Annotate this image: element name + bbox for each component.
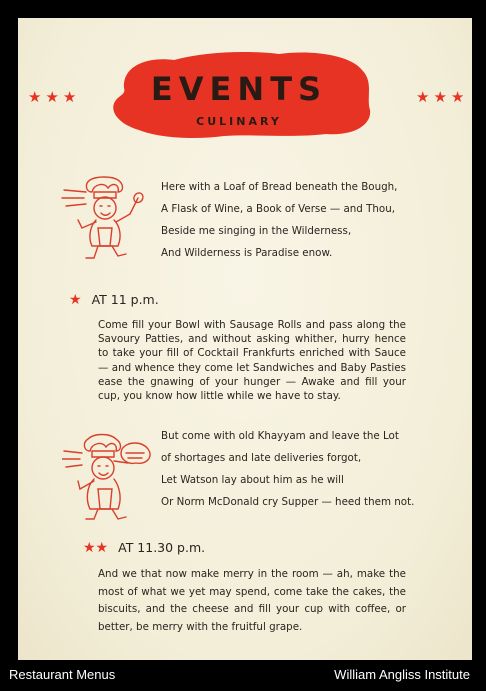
star-icon: ★★ — [83, 540, 109, 556]
event-2-time: AT 11.30 p.m. — [118, 540, 206, 555]
verse-2-line: Let Watson lay about him as he will — [161, 474, 344, 486]
page-title: EVENTS — [150, 70, 328, 108]
verse-2-line: of shortages and late deliveries forgot, — [161, 452, 362, 464]
event-2-heading — [83, 540, 205, 556]
verse-2 — [161, 425, 414, 513]
star-icon: ★ — [69, 292, 82, 308]
menu-page — [18, 18, 472, 660]
verse-2-line: But come with old Khayyam and leave the Lot — [161, 430, 399, 442]
stars-left: ★★★ — [28, 88, 81, 106]
verse-1 — [161, 176, 397, 264]
event-1-heading — [69, 292, 159, 308]
caption-institution: William Angliss Institute — [334, 667, 470, 682]
stars-right: ★★★ — [416, 88, 469, 106]
chef-carrying-turkey-icon — [62, 431, 158, 521]
verse-1-line: A Flask of Wine, a Book of Verse — and Thou, — [161, 203, 396, 215]
page-subtitle: CULINARY — [196, 115, 282, 128]
event-1-time: AT 11 p.m. — [91, 292, 159, 307]
event-1-description: Come fill your Bowl with Sausage Rolls and pass along the Savoury Patties, and without asking whither, hurry hence to take your fill of Cocktail Frankfurts enriched with Sauce — and whence they come let Sandwiches and Baby Pasties ease the gnawing of your hunger — Awake and fill your cup, you know how little while we have to stay. — [98, 319, 406, 403]
verse-1-line: Beside me singing in the Wilderness, — [161, 225, 352, 237]
verse-2-line: Or Norm McDonald cry Supper — heed them not. — [161, 496, 415, 508]
verse-1-line: Here with a Loaf of Bread beneath the Bough, — [161, 181, 398, 193]
chef-running-icon — [60, 176, 156, 262]
caption-collection: Restaurant Menus — [9, 667, 116, 682]
event-2-description: And we that now make merry in the room — ah, make the most of what we yet may spend, come take the cakes, the biscuits, and the cheese and fill your cup with coffee, or better, be merry with the fruitful grape. — [98, 568, 406, 633]
verse-1-line: And Wilderness is Paradise enow. — [161, 247, 333, 259]
